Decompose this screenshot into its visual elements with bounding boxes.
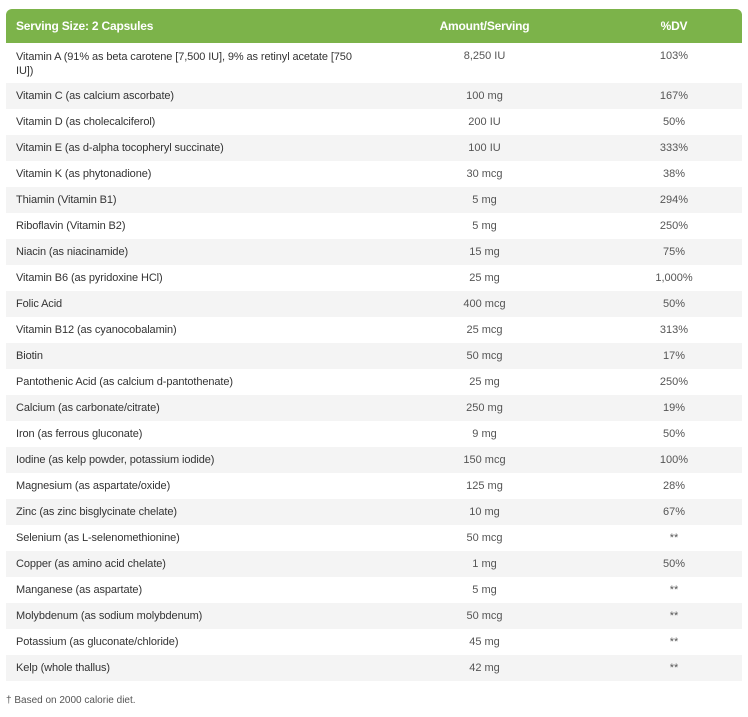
table-row — [6, 447, 742, 473]
footnote: † Based on 2000 calorie diet. — [6, 695, 136, 706]
nutrient-name: Folic Acid — [16, 298, 63, 310]
nutrient-amount: 100 mg — [466, 90, 503, 102]
nutrient-amount: 50 mcg — [466, 532, 503, 544]
nutrient-name: Iodine (as kelp powder, potassium iodide) — [16, 454, 215, 466]
nutrient-daily-value: 1,000% — [655, 272, 693, 284]
nutrient-name: Vitamin C (as calcium ascorbate) — [16, 90, 174, 102]
nutrient-name: Vitamin B12 (as cyanocobalamin) — [16, 324, 177, 336]
nutrient-name: Niacin (as niacinamide) — [16, 246, 129, 258]
table-row — [6, 655, 742, 681]
table-row — [6, 343, 742, 369]
nutrient-amount: 8,250 IU — [463, 50, 506, 62]
nutrient-amount: 1 mg — [472, 558, 497, 570]
table-row — [6, 421, 742, 447]
nutrient-daily-value: ** — [669, 584, 679, 596]
table-row — [6, 369, 742, 395]
table-row — [6, 577, 742, 603]
header-daily-value: %DV — [660, 19, 688, 33]
nutrient-daily-value: 67% — [662, 506, 686, 518]
nutrient-daily-value: 50% — [662, 116, 686, 128]
nutrient-daily-value: ** — [669, 662, 679, 674]
nutrient-daily-value: 100% — [659, 454, 689, 466]
table-row — [6, 43, 742, 83]
nutrient-amount: 150 mcg — [463, 454, 506, 466]
table-row — [6, 525, 742, 551]
nutrient-name: Vitamin E (as d-alpha tocopheryl succinate) — [16, 142, 224, 154]
table-row — [6, 239, 742, 265]
nutrient-name: Potassium (as gluconate/chloride) — [16, 636, 179, 648]
nutrient-daily-value: 19% — [662, 402, 686, 414]
nutrient-name: Iron (as ferrous gluconate) — [16, 428, 143, 440]
nutrient-name: Riboflavin (Vitamin B2) — [16, 220, 126, 232]
supplement-facts-table — [6, 9, 742, 681]
nutrient-name: Vitamin B6 (as pyridoxine HCl) — [16, 272, 163, 284]
nutrient-name: Vitamin A (91% as beta carotene [7,500 IU], 9% as retinyl acetate [750 IU]) — [16, 51, 352, 77]
nutrient-name: Thiamin (Vitamin B1) — [16, 194, 117, 206]
nutrient-daily-value: 50% — [662, 298, 686, 310]
table-row — [6, 603, 742, 629]
nutrient-amount: 400 mcg — [463, 298, 506, 310]
nutrient-name: Selenium (as L-selenomethionine) — [16, 532, 180, 544]
nutrient-daily-value: 17% — [662, 350, 686, 362]
nutrient-name: Molybdenum (as sodium molybdenum) — [16, 610, 203, 622]
nutrient-amount: 250 mg — [466, 402, 503, 414]
nutrient-daily-value: 50% — [662, 558, 686, 570]
nutrient-name: Vitamin K (as phytonadione) — [16, 168, 152, 180]
table-row — [6, 291, 742, 317]
nutrient-daily-value: 250% — [659, 220, 689, 232]
nutrient-amount: 50 mcg — [466, 350, 503, 362]
table-row — [6, 213, 742, 239]
nutrient-amount: 200 IU — [468, 116, 501, 128]
nutrient-amount: 5 mg — [472, 194, 497, 206]
nutrient-name: Copper (as amino acid chelate) — [16, 558, 166, 570]
nutrient-amount: 25 mg — [469, 272, 500, 284]
table-row — [6, 187, 742, 213]
nutrient-amount: 45 mg — [469, 636, 500, 648]
nutrient-daily-value: 250% — [659, 376, 689, 388]
table-row — [6, 161, 742, 187]
nutrient-amount: 15 mg — [469, 246, 500, 258]
nutrient-name: Magnesium (as aspartate/oxide) — [16, 480, 171, 492]
nutrient-amount: 50 mcg — [466, 610, 503, 622]
nutrient-name: Biotin — [16, 350, 43, 362]
nutrient-daily-value: 50% — [662, 428, 686, 440]
nutrient-amount: 30 mcg — [466, 168, 503, 180]
table-row — [6, 629, 742, 655]
nutrient-name: Pantothenic Acid (as calcium d-pantothenate) — [16, 376, 233, 388]
nutrient-amount: 5 mg — [472, 584, 497, 596]
nutrient-amount: 5 mg — [472, 220, 497, 232]
table-row — [6, 551, 742, 577]
nutrient-name: Calcium (as carbonate/citrate) — [16, 402, 160, 414]
nutrient-amount: 100 IU — [468, 142, 501, 154]
nutrient-daily-value: 103% — [659, 50, 689, 62]
nutrient-amount: 9 mg — [472, 428, 497, 440]
nutrient-daily-value: ** — [669, 636, 679, 648]
table-row — [6, 135, 742, 161]
nutrient-name: Manganese (as aspartate) — [16, 584, 143, 596]
nutrient-amount: 42 mg — [469, 662, 500, 674]
nutrient-name: Kelp (whole thallus) — [16, 662, 110, 674]
nutrient-daily-value: 167% — [659, 90, 689, 102]
nutrient-name: Zinc (as zinc bisglycinate chelate) — [16, 506, 177, 518]
table-header-row — [6, 9, 742, 43]
table-row — [6, 395, 742, 421]
nutrient-daily-value: 313% — [659, 324, 689, 336]
header-amount-per-serving: Amount/Serving — [439, 19, 530, 33]
nutrient-daily-value: 333% — [659, 142, 689, 154]
nutrient-amount: 10 mg — [469, 506, 500, 518]
table-row — [6, 317, 742, 343]
nutrient-daily-value: ** — [669, 610, 679, 622]
nutrient-amount: 25 mcg — [466, 324, 503, 336]
table-row — [6, 473, 742, 499]
table-row — [6, 499, 742, 525]
nutrient-daily-value: 28% — [662, 480, 686, 492]
nutrient-daily-value: 294% — [659, 194, 689, 206]
table-row — [6, 265, 742, 291]
nutrient-daily-value: ** — [669, 532, 679, 544]
nutrient-daily-value: 38% — [662, 168, 686, 180]
nutrient-amount: 125 mg — [466, 480, 503, 492]
nutrient-name: Vitamin D (as cholecalciferol) — [16, 116, 156, 128]
table-row — [6, 109, 742, 135]
header-serving-size: Serving Size: 2 Capsules — [16, 19, 154, 33]
nutrient-amount: 25 mg — [469, 376, 500, 388]
table-row — [6, 83, 742, 109]
nutrient-daily-value: 75% — [662, 246, 686, 258]
